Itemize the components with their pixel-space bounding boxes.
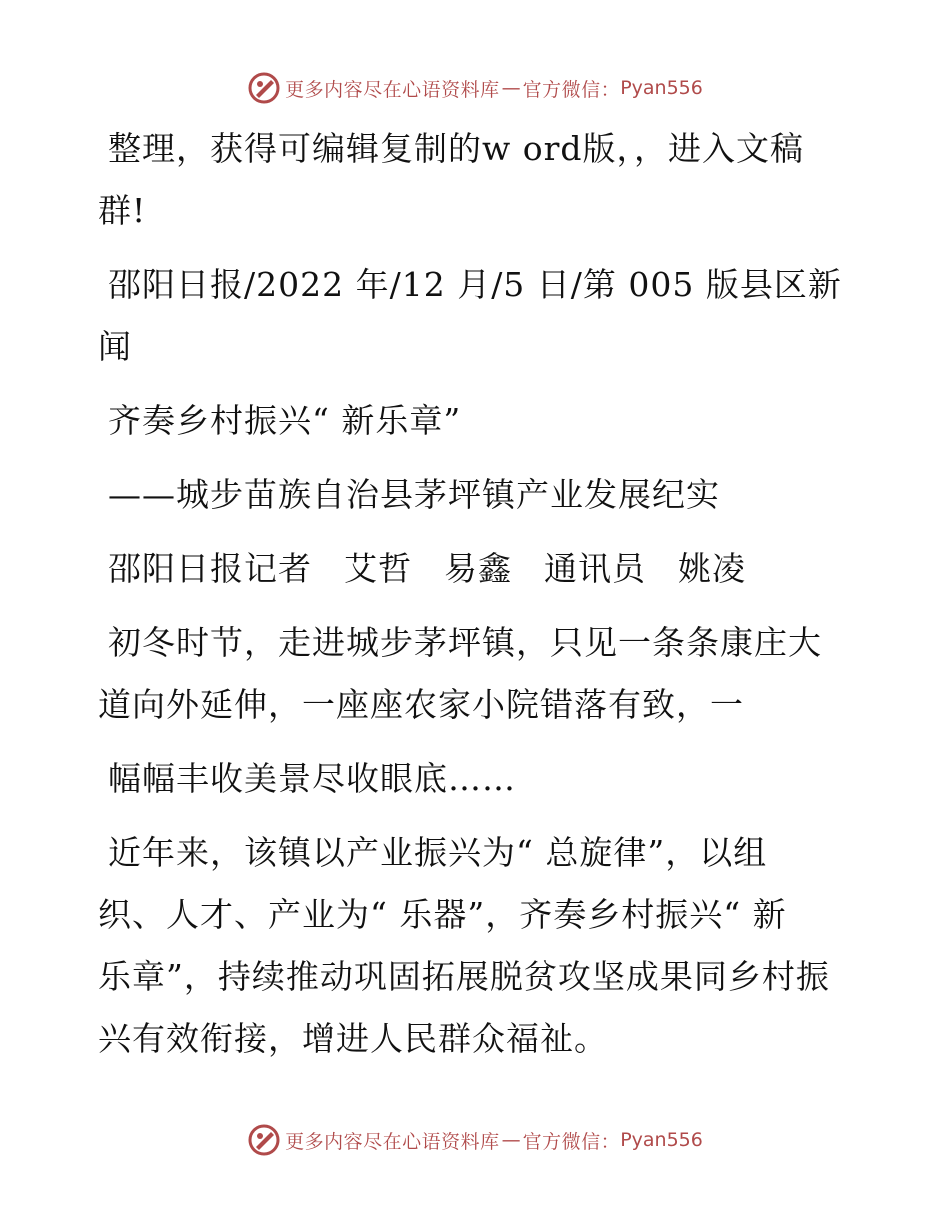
header-watermark <box>0 68 950 108</box>
watermark-text: 更多内容尽在心语资料库 <box>285 1130 500 1153</box>
body-3-line-1: 近年来，该镇以产业振兴为“ 总旋律”，以组 <box>108 833 768 872</box>
intro-line-1: 整理，获得可编辑复制的w ord版，，进入文稿 <box>108 129 805 168</box>
correspondent-title: 通讯员 <box>544 549 646 588</box>
source-line-1: 邵阳日报/2022 年/12 月/5 日/第 005 版县区新 <box>108 265 842 304</box>
watermark-id: Pyan556 <box>620 77 703 99</box>
source-line-2: 闻 <box>98 327 132 366</box>
body-3-line-3: 乐章”，持续推动巩固拓展脱贫攻坚成果同乡村振 <box>98 957 830 996</box>
body-paragraph-1 <box>98 612 858 736</box>
byline <box>98 538 858 600</box>
intro-paragraph <box>98 118 858 242</box>
watermark-id: Pyan556 <box>620 1129 703 1151</box>
body-3-line-2: 织、人才、产业为“ 乐器”，齐奏乡村振兴“ 新 <box>98 895 787 934</box>
footer-watermark <box>0 1120 950 1160</box>
document-body <box>98 118 858 1082</box>
source-paragraph <box>98 254 858 378</box>
reporter-name-1: 艾哲 <box>344 549 412 588</box>
body-3-line-4: 兴有效衔接，增进人民群众福祉。 <box>98 1019 608 1058</box>
reporter-name-2: 易鑫 <box>444 549 512 588</box>
brand-logo-icon <box>247 1123 281 1157</box>
body-1-line-2: 道向外延伸，一座座农家小院错落有致，一 <box>98 685 744 724</box>
correspondent-name: 姚凌 <box>678 549 746 588</box>
intro-line-2: 群! <box>98 191 147 230</box>
watermark-label: 官方微信： <box>522 78 621 101</box>
article-subtitle: ——城步苗族自治县茅坪镇产业发展纪实 <box>108 475 720 514</box>
body-paragraph-2: 幅幅丰收美景尽收眼底…… <box>108 759 516 798</box>
brand-logo-icon <box>247 71 281 105</box>
watermark-separator: — <box>501 77 521 99</box>
watermark-label: 官方微信： <box>522 1130 621 1153</box>
body-paragraph-3 <box>98 822 858 1070</box>
body-1-line-1: 初冬时节，走进城步茅坪镇，只见一条条康庄大 <box>108 623 822 662</box>
article-title: 齐奏乡村振兴“ 新乐章” <box>108 401 462 440</box>
reporter-title: 邵阳日报记者 <box>108 549 312 588</box>
watermark-separator: — <box>501 1129 521 1151</box>
watermark-text: 更多内容尽在心语资料库 <box>285 78 500 101</box>
